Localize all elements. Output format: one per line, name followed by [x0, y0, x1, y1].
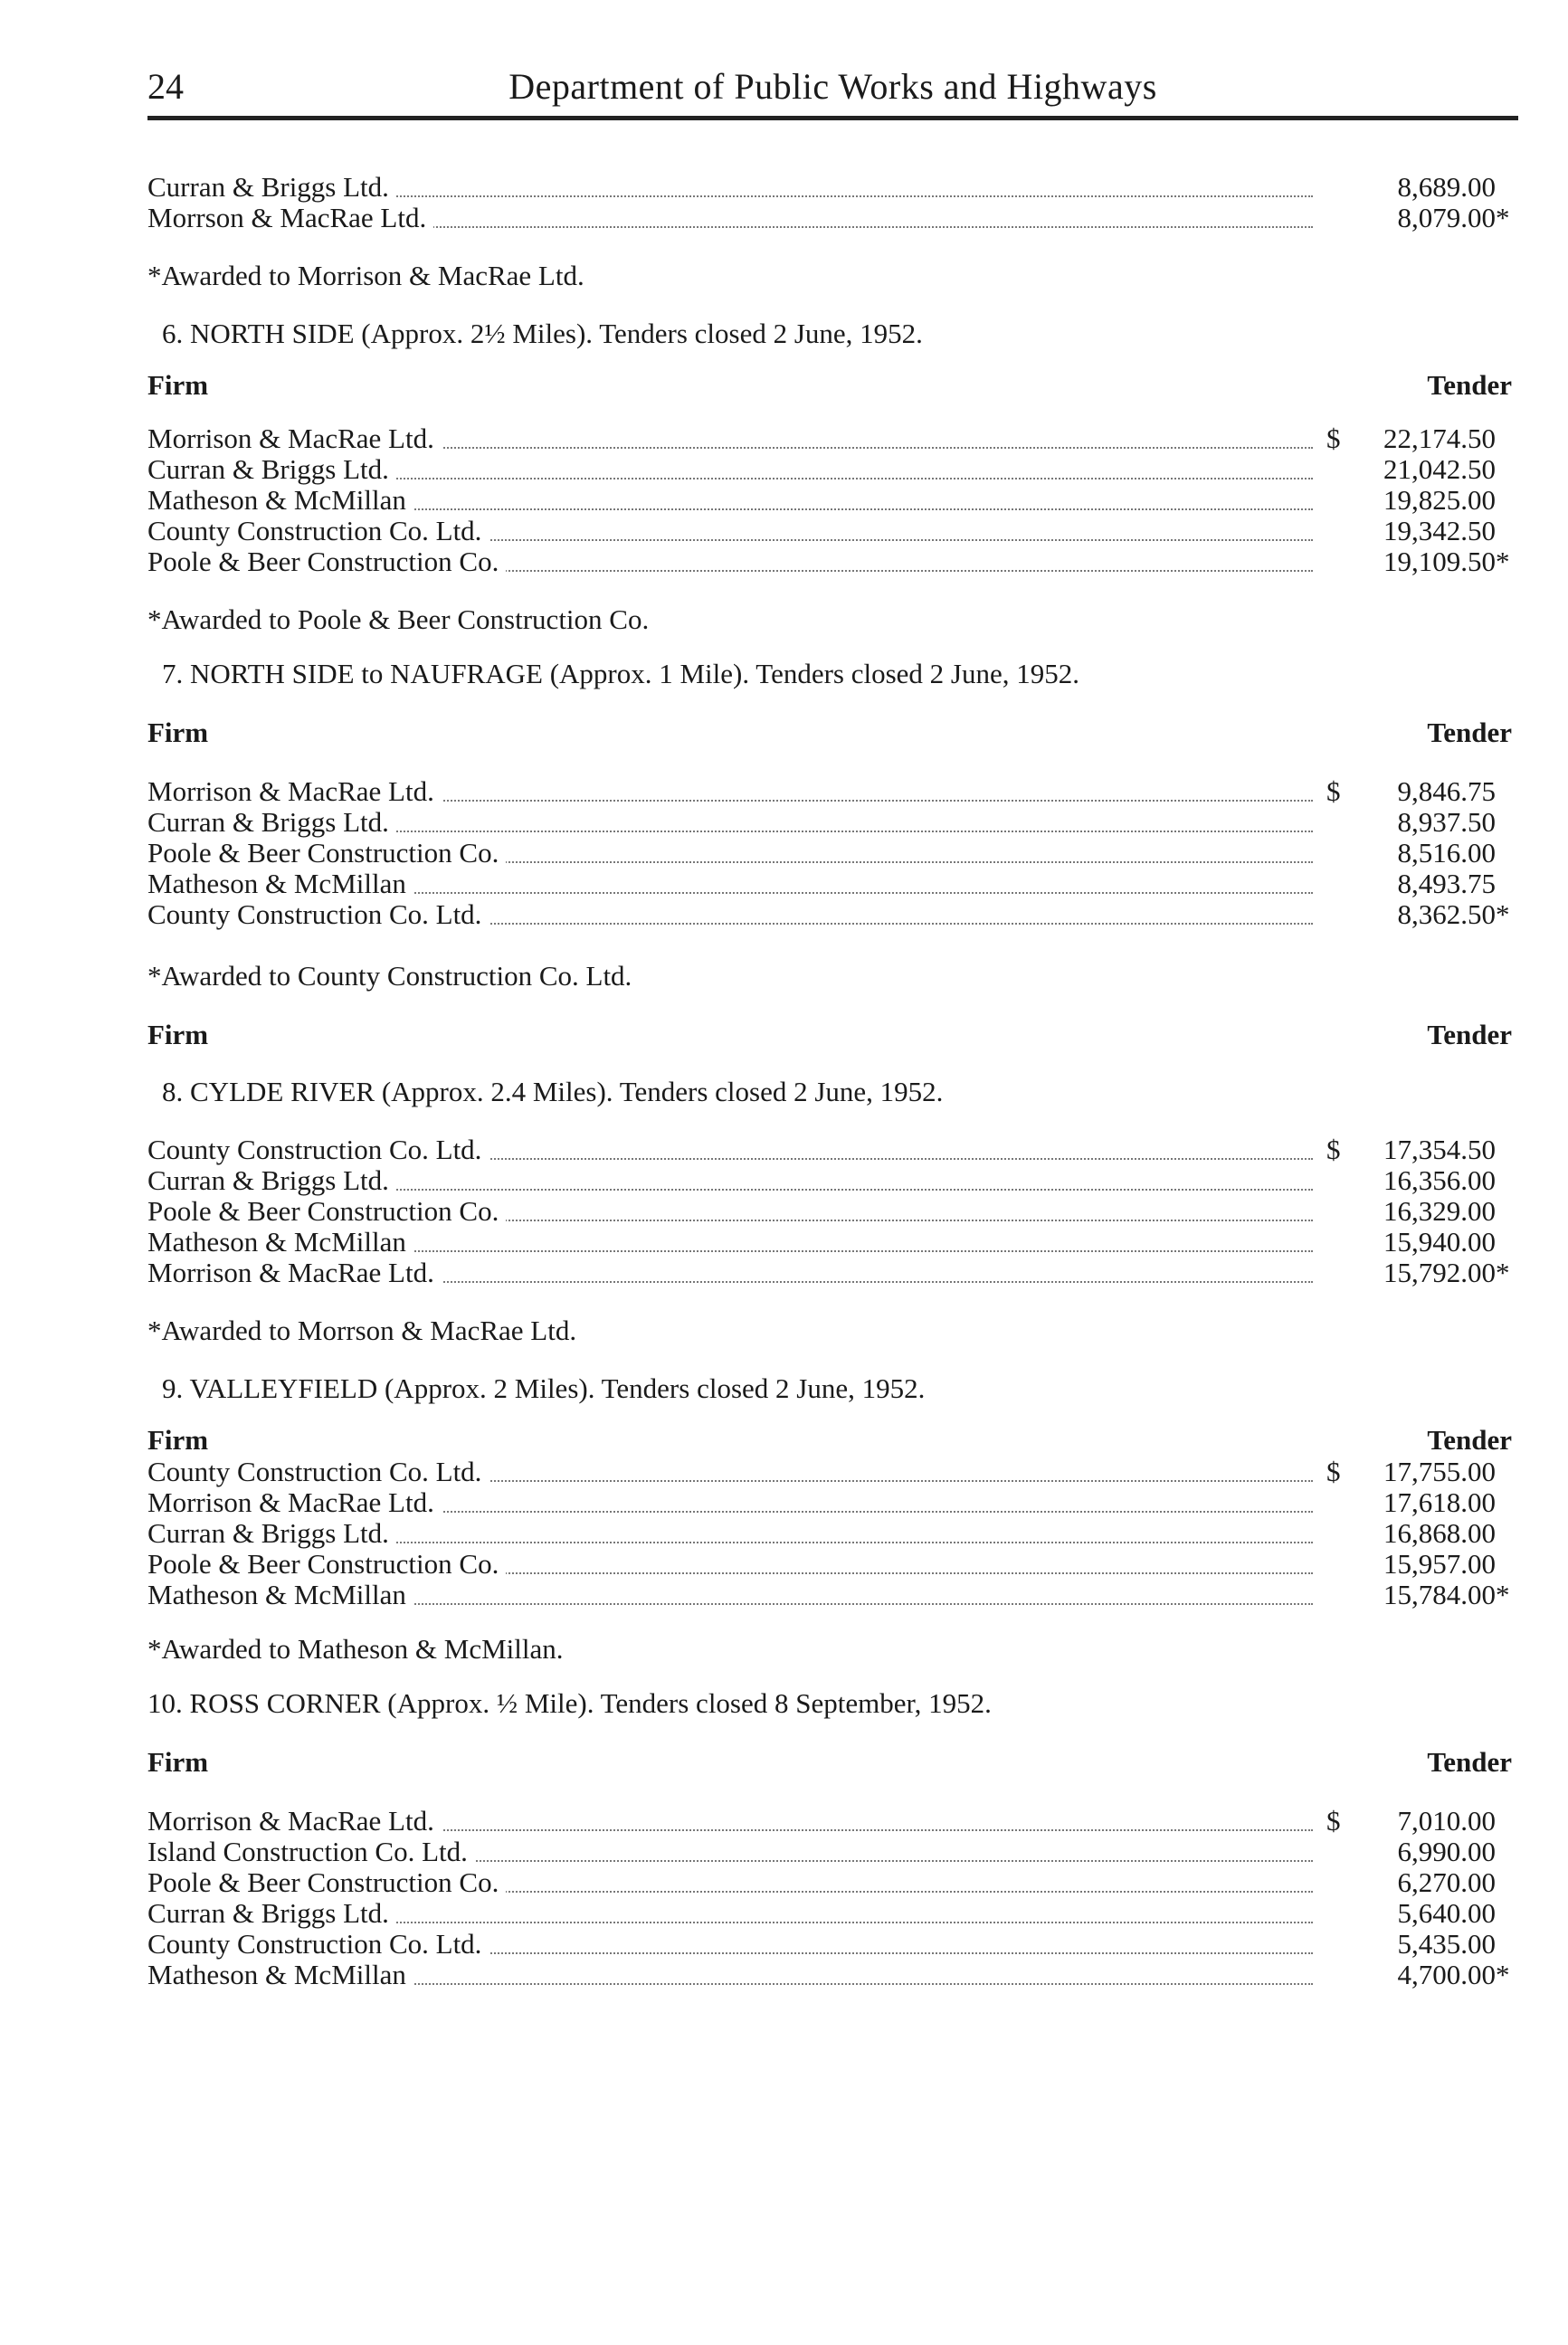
table-row — [147, 485, 1523, 516]
firm-name: Curran & Briggs Ltd. — [147, 454, 396, 485]
table-row — [147, 1196, 1523, 1227]
firm-column-header: Firm — [147, 1424, 209, 1456]
section-8 — [147, 1019, 1523, 1346]
table-row — [147, 546, 1523, 577]
firm-column-header: Firm — [147, 717, 209, 748]
table-row — [147, 1487, 1523, 1518]
table-row — [147, 516, 1523, 546]
firm-name: Poole & Beer Construction Co. — [147, 838, 506, 869]
table-row — [147, 1580, 1523, 1610]
firm-name: Morrison & MacRae Ltd. — [147, 1487, 442, 1518]
page-title: Department of Public Works and Highways — [508, 66, 1157, 107]
tender-amount: 5,640.00 — [1397, 1897, 1496, 1929]
column-headers — [147, 717, 1523, 749]
section-title: 7. NORTH SIDE to NAUFRAGE (Approx. 1 Mile). Tenders closed 2 June, 1952. — [162, 658, 1079, 689]
tender-amount: 8,493.75 — [1397, 868, 1496, 899]
firm-column-header: Firm — [147, 1019, 209, 1050]
table-row — [147, 1898, 1523, 1929]
firm-name: Matheson & McMillan — [147, 485, 413, 516]
table-row — [147, 1518, 1523, 1549]
column-headers — [147, 1424, 1523, 1457]
tender-amount: 6,270.00 — [1397, 1866, 1496, 1898]
tender-column-header: Tender — [1427, 369, 1512, 401]
firm-name: Morrison & MacRae Ltd. — [147, 776, 442, 807]
tender-amount: 16,356.00 — [1383, 1164, 1496, 1196]
firm-name: County Construction Co. Ltd. — [147, 1135, 489, 1165]
tender-amount: 4,700.00 — [1397, 1959, 1496, 1990]
table-row — [147, 1227, 1523, 1258]
page-header — [147, 63, 1518, 120]
tender-amount: 16,868.00 — [1383, 1517, 1496, 1549]
dollar-sign: $ — [1326, 1805, 1341, 1837]
column-headers — [147, 1019, 1523, 1051]
table-row — [147, 899, 1523, 930]
firm-name: Matheson & McMillan — [147, 1227, 413, 1258]
dollar-sign: $ — [1326, 422, 1341, 454]
tender-amount: 21,042.50 — [1383, 453, 1496, 485]
table-row — [147, 1806, 1523, 1837]
firm-name: Morrison & MacRae Ltd. — [147, 1258, 442, 1288]
tender-amount: 15,792.00 — [1383, 1257, 1496, 1288]
tender-column-header: Tender — [1427, 1424, 1512, 1456]
firm-name: Poole & Beer Construction Co. — [147, 1549, 506, 1580]
firm-name: Poole & Beer Construction Co. — [147, 1196, 506, 1227]
table-row — [147, 807, 1523, 838]
tender-amount: 17,618.00 — [1383, 1486, 1496, 1518]
table-row — [147, 1929, 1523, 1960]
dollar-sign: $ — [1326, 1134, 1341, 1165]
table-row — [147, 1258, 1523, 1288]
table-row — [147, 1549, 1523, 1580]
tender-amount: 5,435.00 — [1397, 1928, 1496, 1960]
firm-name: County Construction Co. Ltd. — [147, 1929, 489, 1960]
awarded-mark: * — [1496, 202, 1510, 233]
firm-column-header: Firm — [147, 369, 209, 401]
section-7 — [147, 659, 1523, 992]
tender-amount: 15,784.00 — [1383, 1579, 1496, 1610]
firm-name: Poole & Beer Construction Co. — [147, 1867, 506, 1898]
section-6 — [147, 318, 1523, 635]
firm-name: County Construction Co. Ltd. — [147, 1457, 489, 1487]
table-row — [147, 1837, 1523, 1867]
firm-name: County Construction Co. Ltd. — [147, 899, 489, 930]
tender-amount: 8,516.00 — [1397, 837, 1496, 869]
table-row — [147, 869, 1523, 899]
awarded-mark: * — [1496, 1579, 1510, 1610]
tender-listing — [147, 172, 1523, 1990]
tender-column-header: Tender — [1427, 1019, 1512, 1050]
section-title: 9. VALLEYFIELD (Approx. 2 Miles). Tenders closed 2 June, 1952. — [162, 1372, 926, 1404]
section-5-continued — [147, 172, 1523, 291]
firm-name: Poole & Beer Construction Co. — [147, 546, 506, 577]
tender-amount: 8,937.50 — [1397, 806, 1496, 838]
firm-name: Matheson & McMillan — [147, 869, 413, 899]
tender-column-header: Tender — [1427, 1746, 1512, 1778]
table-row — [147, 1867, 1523, 1898]
awarded-mark: * — [1496, 546, 1510, 577]
firm-name: Matheson & McMillan — [147, 1960, 413, 1990]
table-row — [147, 172, 1523, 203]
firm-name: Matheson & McMillan — [147, 1580, 413, 1610]
tender-column-header: Tender — [1427, 717, 1512, 748]
section-title: 6. NORTH SIDE (Approx. 2½ Miles). Tenders closed 2 June, 1952. — [162, 318, 923, 349]
section-9 — [147, 1373, 1523, 1665]
table-row — [147, 776, 1523, 807]
tender-amount: 22,174.50 — [1383, 422, 1496, 454]
awarded-note: *Awarded to County Construction Co. Ltd. — [147, 960, 632, 992]
tender-amount: 8,689.00 — [1397, 171, 1496, 203]
column-headers — [147, 1746, 1523, 1779]
table-row — [147, 1165, 1523, 1196]
table-row — [147, 203, 1523, 233]
tender-amount: 7,010.00 — [1397, 1805, 1496, 1837]
table-row — [147, 1457, 1523, 1487]
dollar-sign: $ — [1326, 1456, 1341, 1487]
awarded-note: *Awarded to Matheson & McMillan. — [147, 1633, 564, 1665]
firm-name: Curran & Briggs Ltd. — [147, 172, 396, 203]
firm-name: Morrson & MacRae Ltd. — [147, 203, 433, 233]
awarded-note: *Awarded to Morrison & MacRae Ltd. — [147, 260, 584, 291]
firm-name: Morrison & MacRae Ltd. — [147, 423, 442, 454]
awarded-note: *Awarded to Morrson & MacRae Ltd. — [147, 1315, 577, 1346]
table-row — [147, 423, 1523, 454]
tender-amount: 9,846.75 — [1397, 775, 1496, 807]
section-title: 10. ROSS CORNER (Approx. ½ Mile). Tenders closed 8 September, 1952. — [147, 1687, 992, 1719]
table-row — [147, 454, 1523, 485]
awarded-mark: * — [1496, 1257, 1510, 1288]
section-10 — [147, 1688, 1523, 1990]
tender-amount: 16,329.00 — [1383, 1195, 1496, 1227]
section-title: 8. CYLDE RIVER (Approx. 2.4 Miles). Tenders closed 2 June, 1952. — [162, 1076, 944, 1107]
firm-name: Curran & Briggs Ltd. — [147, 1518, 396, 1549]
firm-name: Morrison & MacRae Ltd. — [147, 1806, 442, 1837]
tender-amount: 17,354.50 — [1383, 1134, 1496, 1165]
table-row — [147, 838, 1523, 869]
dollar-sign: $ — [1326, 775, 1341, 807]
page-number: 24 — [147, 66, 184, 107]
firm-name: Curran & Briggs Ltd. — [147, 807, 396, 838]
tender-amount: 15,957.00 — [1383, 1548, 1496, 1580]
awarded-mark: * — [1496, 1959, 1510, 1990]
tender-amount: 17,755.00 — [1383, 1456, 1496, 1487]
firm-name: County Construction Co. Ltd. — [147, 516, 489, 546]
firm-name: Island Construction Co. Ltd. — [147, 1837, 475, 1867]
table-row — [147, 1960, 1523, 1990]
firm-column-header: Firm — [147, 1746, 209, 1778]
tender-amount: 19,109.50 — [1383, 546, 1496, 577]
tender-amount: 19,825.00 — [1383, 484, 1496, 516]
column-headers — [147, 369, 1523, 402]
awarded-mark: * — [1496, 898, 1510, 930]
tender-amount: 8,079.00 — [1397, 202, 1496, 233]
tender-amount: 19,342.50 — [1383, 515, 1496, 546]
awarded-note: *Awarded to Poole & Beer Construction Co. — [147, 603, 650, 635]
firm-name: Curran & Briggs Ltd. — [147, 1165, 396, 1196]
firm-name: Curran & Briggs Ltd. — [147, 1898, 396, 1929]
tender-amount: 8,362.50 — [1397, 898, 1496, 930]
tender-amount: 15,940.00 — [1383, 1226, 1496, 1258]
tender-amount: 6,990.00 — [1397, 1836, 1496, 1867]
table-row — [147, 1135, 1523, 1165]
